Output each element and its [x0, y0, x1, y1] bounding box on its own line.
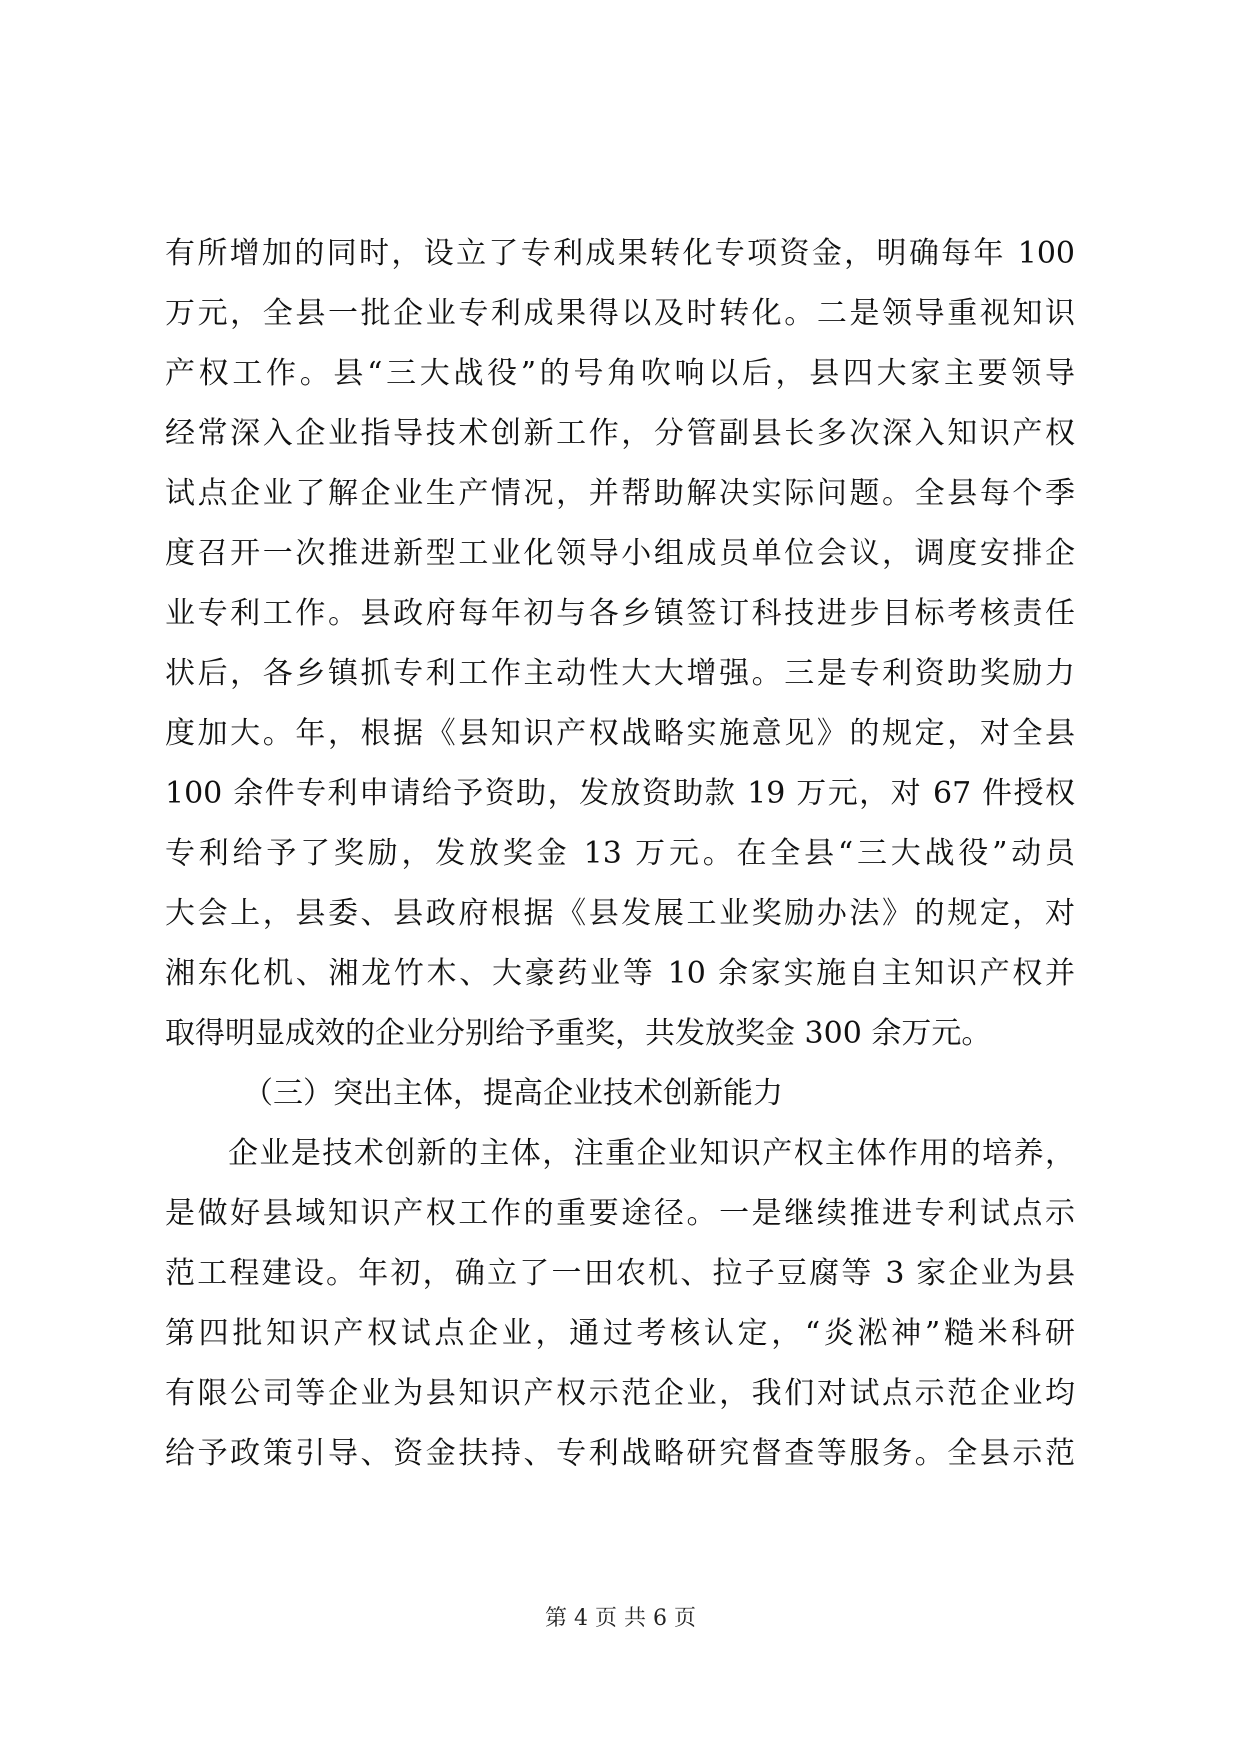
body-text-line: 大会上，县委、县政府根据《县发展工业奖励办法》的规定，对 [165, 896, 1075, 931]
body-text-line: 给予政策引导、资金扶持、专利战略研究督查等服务。全县示范 [165, 1436, 1075, 1471]
body-text-line: 是做好县域知识产权工作的重要途径。一是继续推进专利试点示 [165, 1196, 1075, 1231]
body-text-line: 有所增加的同时，设立了专利成果转化专项资金，明确每年 100 [165, 236, 1075, 271]
body-text-line: 取得明显成效的企业分别给予重奖，共发放奖金 300 余万元。 [165, 1016, 992, 1051]
body-text-line: 第四批知识产权试点企业，通过考核认定，“炎淞神”糙米科研 [165, 1316, 1075, 1351]
section-heading: （三）突出主体，提高企业技术创新能力 [243, 1076, 783, 1111]
body-text-line: 100 余件专利申请给予资助，发放资助款 19 万元，对 67 件授权 [165, 776, 1075, 811]
paragraph-first-line: 企业是技术创新的主体，注重企业知识产权主体作用的培养， [228, 1136, 1075, 1171]
body-text-line: 范工程建设。年初，确立了一田农机、拉子豆腐等 3 家企业为县 [165, 1256, 1075, 1291]
body-text-line: 状后，各乡镇抓专利工作主动性大大增强。三是专利资助奖励力 [165, 656, 1075, 691]
body-text-line: 专利给予了奖励，发放奖金 13 万元。在全县“三大战役”动员 [165, 836, 1075, 871]
body-text-line: 试点企业了解企业生产情况，并帮助解决实际问题。全县每个季 [165, 476, 1075, 511]
body-text-line: 有限公司等企业为县知识产权示范企业，我们对试点示范企业均 [165, 1376, 1075, 1411]
body-text-line: 经常深入企业指导技术创新工作，分管副县长多次深入知识产权 [165, 416, 1075, 451]
page-number-footer: 第 4 页 共 6 页 [545, 1606, 696, 1631]
body-text-line: 度加大。年，根据《县知识产权战略实施意见》的规定，对全县 [165, 716, 1075, 751]
body-text-line: 湘东化机、湘龙竹木、大豪药业等 10 余家实施自主知识产权并 [165, 956, 1075, 991]
body-text-line: 产权工作。县“三大战役”的号角吹响以后，县四大家主要领导 [165, 356, 1075, 391]
body-text-line: 度召开一次推进新型工业化领导小组成员单位会议，调度安排企 [165, 536, 1075, 571]
body-text-line: 万元，全县一批企业专利成果得以及时转化。二是领导重视知识 [165, 296, 1075, 331]
body-text-line: 业专利工作。县政府每年初与各乡镇签订科技进步目标考核责任 [165, 596, 1075, 631]
